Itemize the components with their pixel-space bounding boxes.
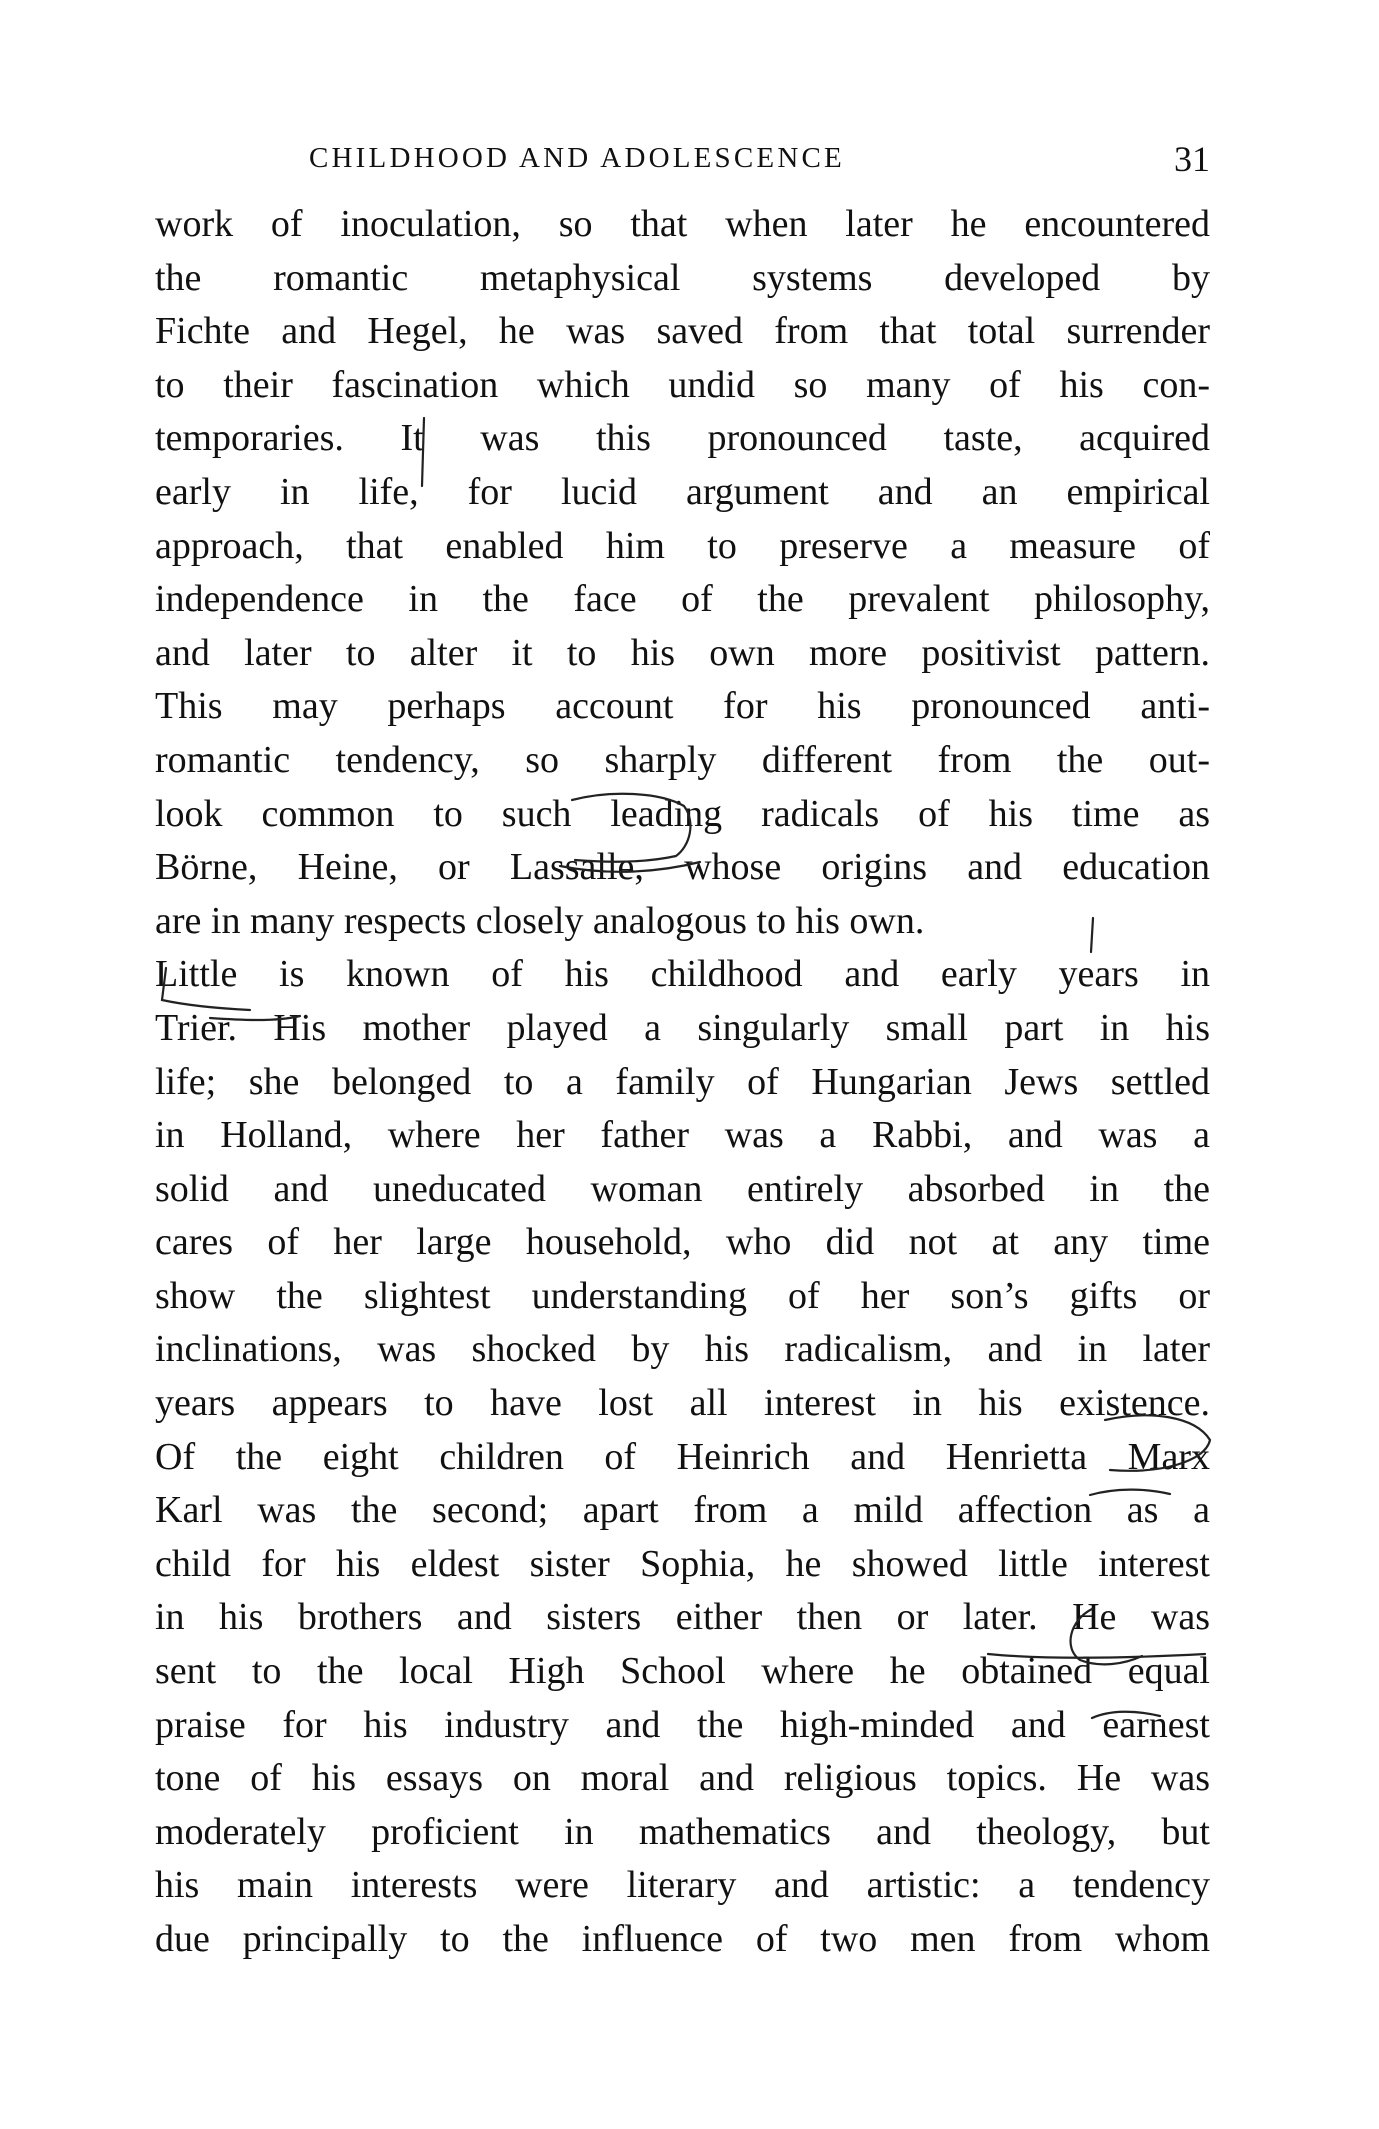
text-line: to their fascination which undid so many of his con- bbox=[155, 363, 1210, 406]
text-line: look common to such leading radicals of his time as bbox=[155, 792, 1210, 835]
text-line: Karl was the second; apart from a mild affection as a bbox=[155, 1489, 1210, 1532]
text-line: due principally to the influence of two men from whom bbox=[155, 1918, 1210, 1960]
text-line: praise for his industry and the high-minded and earnest bbox=[155, 1703, 1210, 1746]
text-line: Little is known of his childhood and early years in bbox=[155, 953, 1210, 996]
text-line: inclinations, was shocked by his radicalism, and in later bbox=[155, 1328, 1210, 1371]
text-line: sent to the local High School where he obtained equal bbox=[155, 1650, 1210, 1693]
text-line: Trier. His mother played a singularly small part in his bbox=[155, 1006, 1210, 1049]
text-line: early in life, for lucid argument and an empirical bbox=[155, 470, 1210, 513]
text-line: the romantic metaphysical systems developed by bbox=[155, 256, 1210, 299]
text-line: solid and uneducated woman entirely absorbed in the bbox=[155, 1167, 1210, 1210]
text-line: Börne, Heine, or Lassalle, whose origins and education bbox=[155, 846, 1210, 889]
text-line: moderately proficient in mathematics and theology, but bbox=[155, 1810, 1210, 1853]
text-line: child for his eldest sister Sophia, he showed little interest bbox=[155, 1542, 1210, 1585]
text-line: tone of his essays on moral and religious topics. He was bbox=[155, 1757, 1210, 1800]
text-line: work of inoculation, so that when later he encountered bbox=[155, 203, 1210, 245]
running-head bbox=[155, 139, 1210, 182]
text-line: temporaries. It was this pronounced taste, acquired bbox=[155, 417, 1210, 460]
text-line: independence in the face of the prevalent philosophy, bbox=[155, 578, 1210, 621]
page-number: 31 bbox=[1174, 139, 1210, 179]
text-line: show the slightest understanding of her son’s gifts or bbox=[155, 1274, 1210, 1317]
text-line: romantic tendency, so sharply different from the out- bbox=[155, 738, 1210, 781]
text-line: and later to alter it to his own more positivist pattern. bbox=[155, 631, 1210, 674]
text-line: are in many respects closely analogous to his own. bbox=[155, 899, 925, 942]
text-line: approach, that enabled him to preserve a measure of bbox=[155, 524, 1210, 567]
text-line: in Holland, where her father was a Rabbi, and was a bbox=[155, 1114, 1210, 1157]
text-line: Fichte and Hegel, he was saved from that total surrender bbox=[155, 310, 1210, 353]
text-line: his main interests were literary and artistic: a tendency bbox=[155, 1864, 1210, 1907]
body-text bbox=[155, 198, 1210, 1967]
text-line: life; she belonged to a family of Hungarian Jews settled bbox=[155, 1060, 1210, 1103]
text-line: in his brothers and sisters either then or later. He was bbox=[155, 1596, 1210, 1639]
text-line: Of the eight children of Heinrich and Henrietta Marx bbox=[155, 1435, 1210, 1478]
running-title: CHILDHOOD AND ADOLESCENCE bbox=[309, 142, 845, 174]
text-line: cares of her large household, who did not at any time bbox=[155, 1221, 1210, 1264]
text-line: This may perhaps account for his pronounced anti- bbox=[155, 685, 1210, 728]
text-line: years appears to have lost all interest in his existence. bbox=[155, 1382, 1210, 1425]
